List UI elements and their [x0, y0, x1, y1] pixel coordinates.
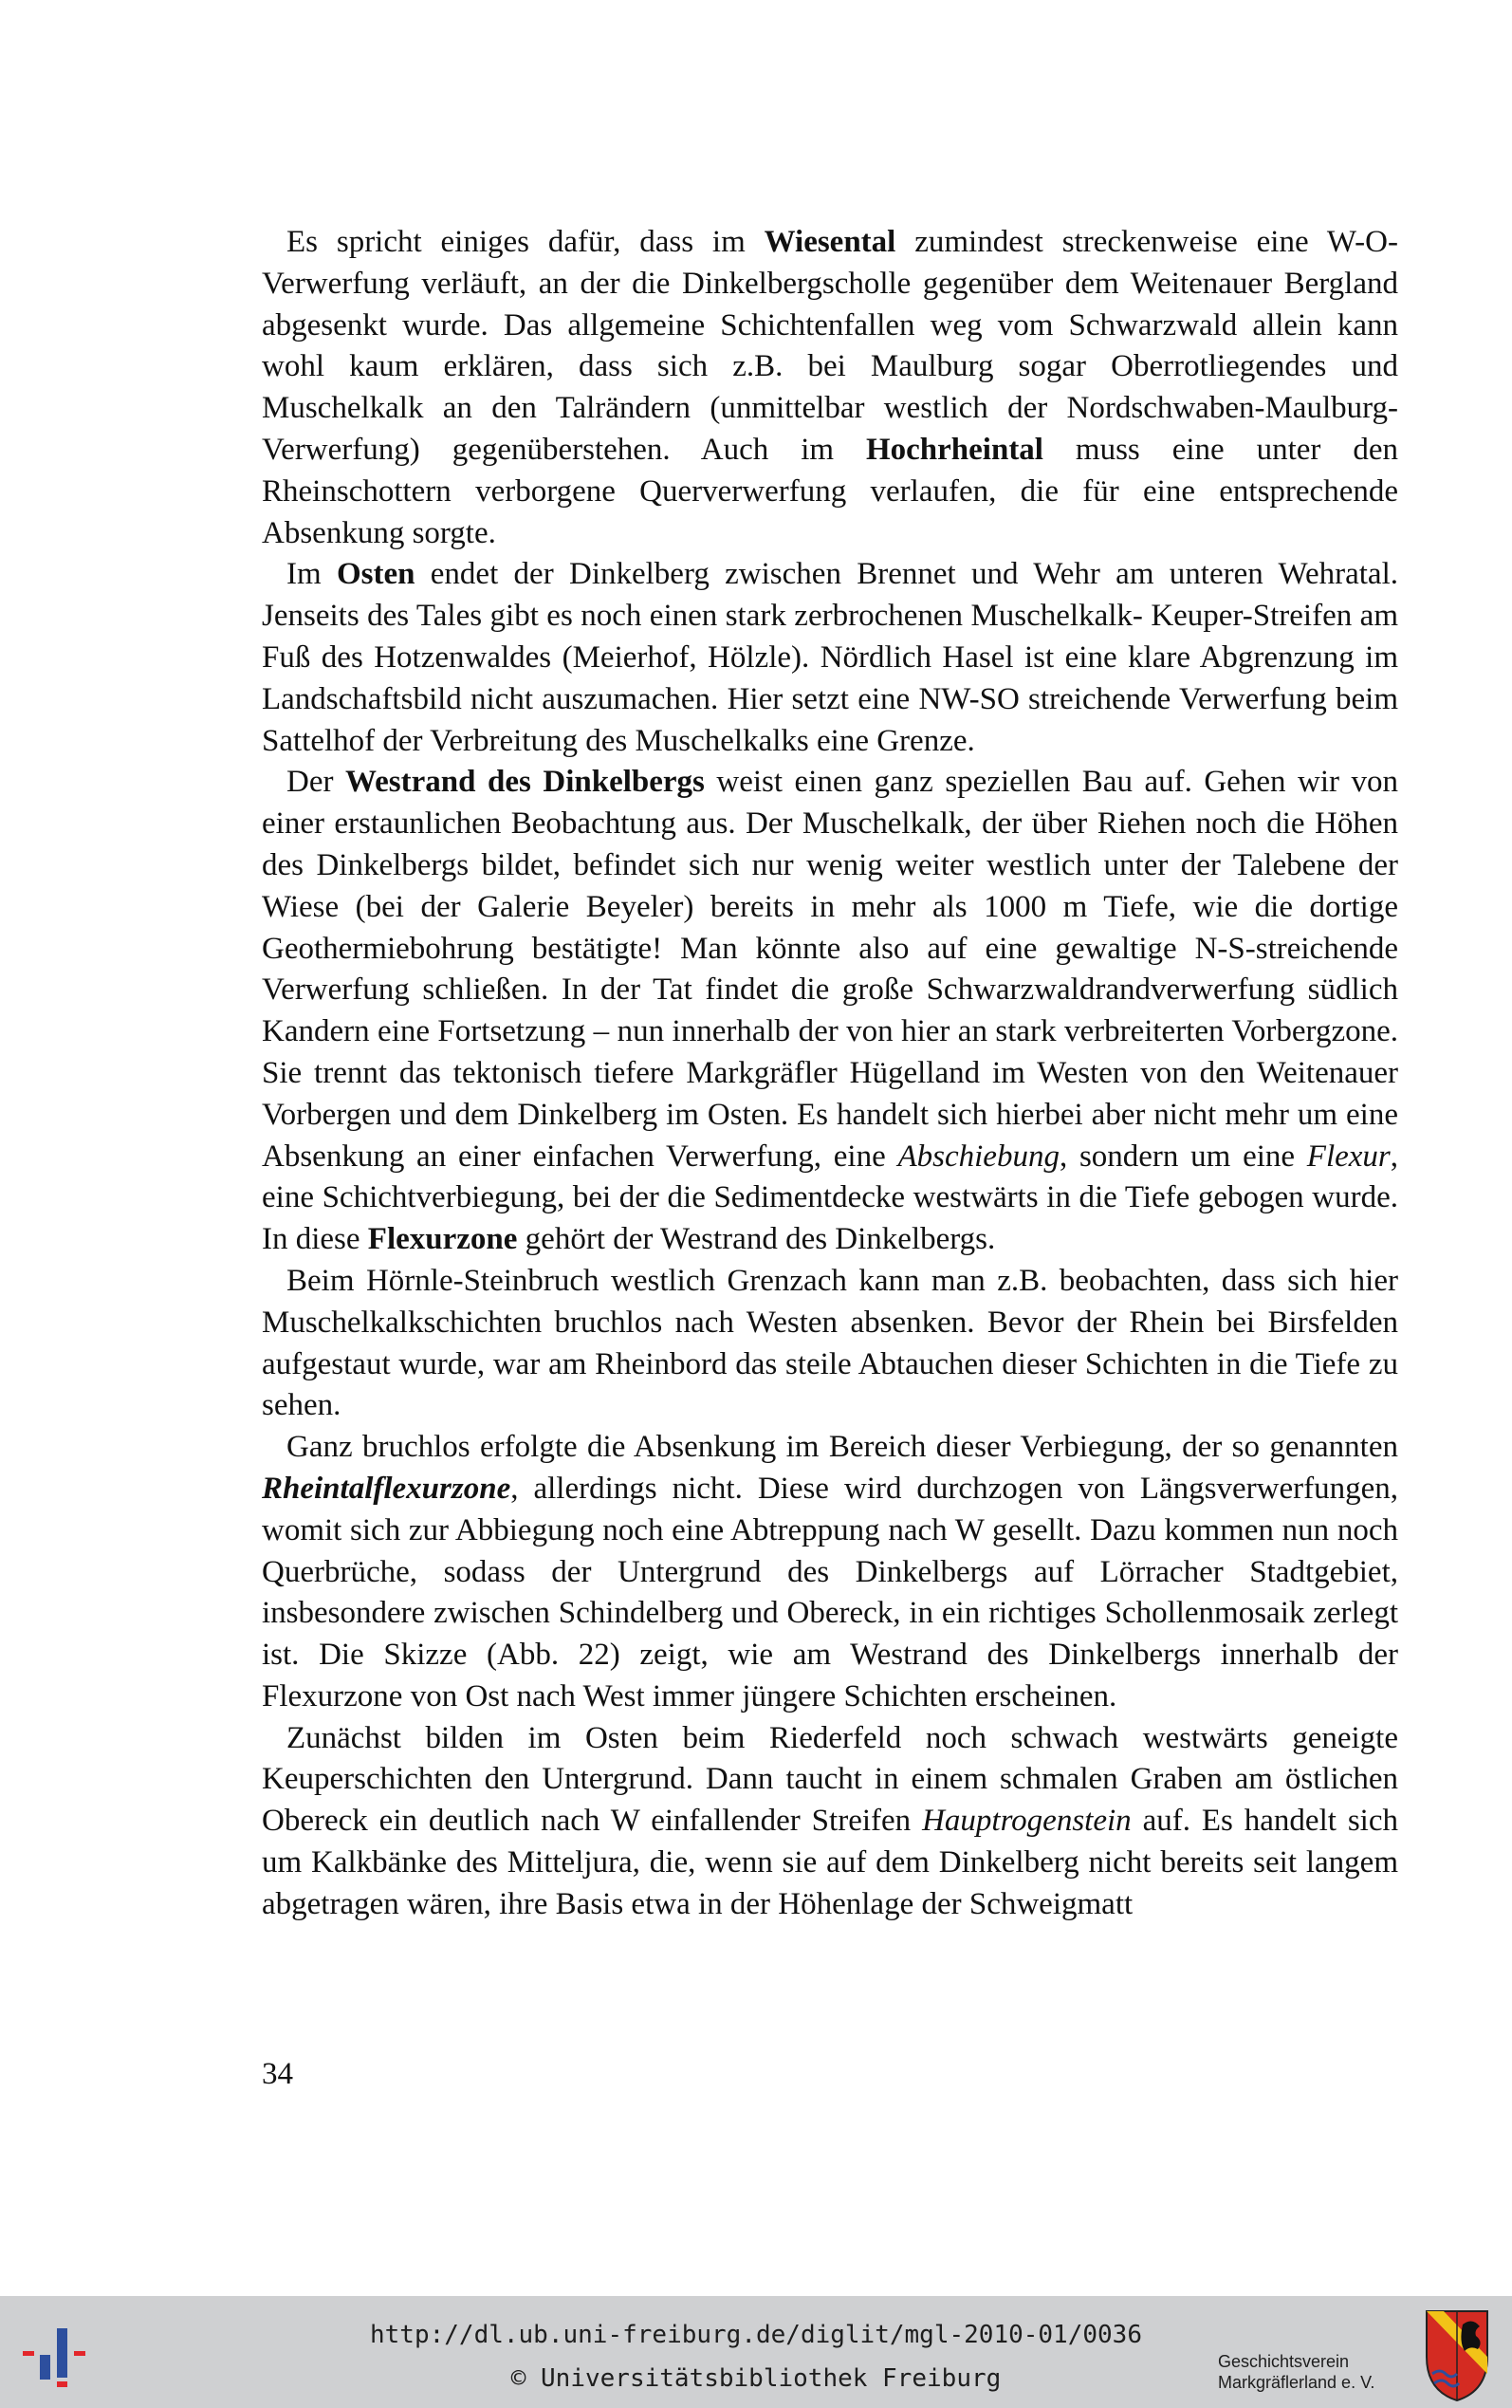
text-run: Im	[286, 557, 337, 592]
paragraph	[262, 1718, 1398, 1926]
footer-bar	[0, 2296, 1512, 2408]
emphasis-term: Osten	[336, 557, 415, 592]
society-name	[1218, 2351, 1374, 2393]
emphasis-term: Wiesental	[764, 225, 896, 259]
paragraph	[262, 1261, 1398, 1427]
coat-of-arms-icon	[1423, 2307, 1491, 2402]
text-run: gehört der Westrand des Dinkelbergs.	[517, 1222, 996, 1257]
text-run: Zunächst bilden im Osten beim Riederfeld noch schwach westwärts geneigte Keuperschichten den Untergrund. Dann taucht in einem schmalen Graben am östlichen Obereck ein deutlich nach W einfallender Streifen	[262, 1720, 1398, 1839]
paragraph	[262, 222, 1398, 554]
text-run: auf. Es handelt sich um Kalkbänke des Mitteljura, die, wenn sie auf dem Dinkelberg nicht bereits seit langem abgetragen wären, ihre Basis etwa in der Höhenlage der Schweigmatt	[262, 1804, 1398, 1921]
paragraph	[262, 762, 1398, 1261]
page-number: 34	[262, 2057, 293, 2091]
footer-copyright: © Universitätsbibliothek Freiburg	[510, 2364, 1002, 2393]
society-name-line2: Markgräflerland e. V.	[1218, 2373, 1375, 2392]
paragraph	[262, 1427, 1398, 1718]
society-name-line1: Geschichtsverein	[1218, 2352, 1350, 2371]
footer-url-link[interactable]: http://dl.ub.uni-freiburg.de/diglit/mgl-2010-01/0036	[370, 2321, 1142, 2349]
text-run: , sondern um eine	[1059, 1139, 1307, 1174]
text-run: endet der Dinkelberg zwischen Brennet und Wehr am unteren Wehratal. Jenseits des Tales gibt es noch einen stark zerbrochenen Muschelkalk- Keuper-Streifen am Fuß des Hotzenwaldes (Meierhof, Hölzle). Nördlich Hasel ist eine klare Abgrenzung im Landschaftsbild nicht auszumachen. Hier setzt eine NW-SO streichende Verwerfung beim Sattelhof der Verbreitung des Muschelkalks eine Grenze.	[262, 557, 1398, 758]
body-text	[262, 222, 1398, 1926]
emphasis-term: Hochrheintal	[865, 432, 1043, 467]
emphasis-term: Flexurzone	[367, 1222, 518, 1257]
text-run: Es spricht einiges dafür, dass im	[286, 225, 765, 259]
paragraph	[262, 554, 1398, 762]
text-run: Der	[286, 765, 345, 800]
emphasis-term: Rheintalflexurzone	[262, 1471, 511, 1506]
text-run: zumindest streckenweise eine W-O-Verwerfung verläuft, an der die Dinkelbergscholle gegenüber dem Weitenauer Bergland abgesenkt wurde. Das allgemeine Schichtenfallen weg vom Schwarzwald allein kann wohl kaum erklären, dass sich z.B. bei Maulburg sogar Oberrotliegendes und Muschelkalk an den Talrändern (unmittelbar westlich der Nordschwaben-Maulburg-Verwerfung) gegenüberstehen. Auch im	[262, 225, 1398, 467]
text-run: Ganz bruchlos erfolgte die Absenkung im Bereich dieser Verbiegung, der so genannten	[286, 1430, 1398, 1465]
emphasis-term: Flexur	[1306, 1139, 1391, 1174]
text-run: Beim Hörnle-Steinbruch westlich Grenzach kann man z.B. beobachten, dass sich hier Muschelkalkschichten bruchlos nach Westen absenken. Bevor der Rhein bei Birsfelden aufgestaut wurde, war am Rheinbord das steile Abtauchen dieser Schichten in die Tiefe zu sehen.	[262, 1263, 1398, 1423]
text-run: muss eine unter den Rheinschottern verborgene Querverwerfung verlaufen, die für eine entsprechende Absenkung sorgte.	[262, 432, 1398, 550]
emphasis-term: Hauptrogenstein	[922, 1804, 1132, 1839]
text-run: weist einen ganz speziellen Bau auf. Gehen wir von einer erstaunlichen Beobachtung aus. Der Muschelkalk, der über Riehen noch die Höhen des Dinkelbergs bildet, befindet sich nur wenig weiter westlich unter der Talebene der Wiese (bei der Galerie Beyeler) bereits in mehr als 1000 m Tiefe, wie die dortige Geothermiebohrung bestätigte! Man könnte also auf eine gewaltige N-S-streichende Verwerfung schließen. In der Tat findet die große Schwarzwaldrandverwerfung südlich Kandern eine Fortsetzung – nun innerhalb der von hier an stark verbreiterten Vorbergzone. Sie trennt das tektonisch tiefere Markgräfler Hügelland im Westen von den Weitenauer Vorbergen und dem Dinkelberg im Osten. Es handelt sich hierbei aber nicht mehr um eine Absenkung an einer einfachen Verwerfung, eine	[262, 765, 1398, 1174]
text-run: , eine Schichtverbiegung, bei der die Sedimentdecke westwärts in die Tiefe gebogen wurde. In diese	[262, 1139, 1398, 1257]
emphasis-term: Westrand des Dinkelbergs	[344, 765, 705, 800]
text-run: , allerdings nicht. Diese wird durchzogen von Längsverwerfungen, womit sich zur Abbiegung noch eine Abtreppung nach W gesellt. Dazu kommen nun noch Querbrüche, sodass der Untergrund des Dinkelbergs auf Lörracher Stadtgebiet, insbesondere zwischen Schindelberg und Obereck, in ein richtiges Schollenmosaik zerlegt ist. Die Skizze (Abb. 22) zeigt, wie am Westrand des Dinkelbergs innerhalb der Flexurzone von Ost nach West immer jüngere Schichten erscheinen.	[262, 1471, 1398, 1713]
emphasis-term: Abschiebung	[897, 1139, 1060, 1174]
